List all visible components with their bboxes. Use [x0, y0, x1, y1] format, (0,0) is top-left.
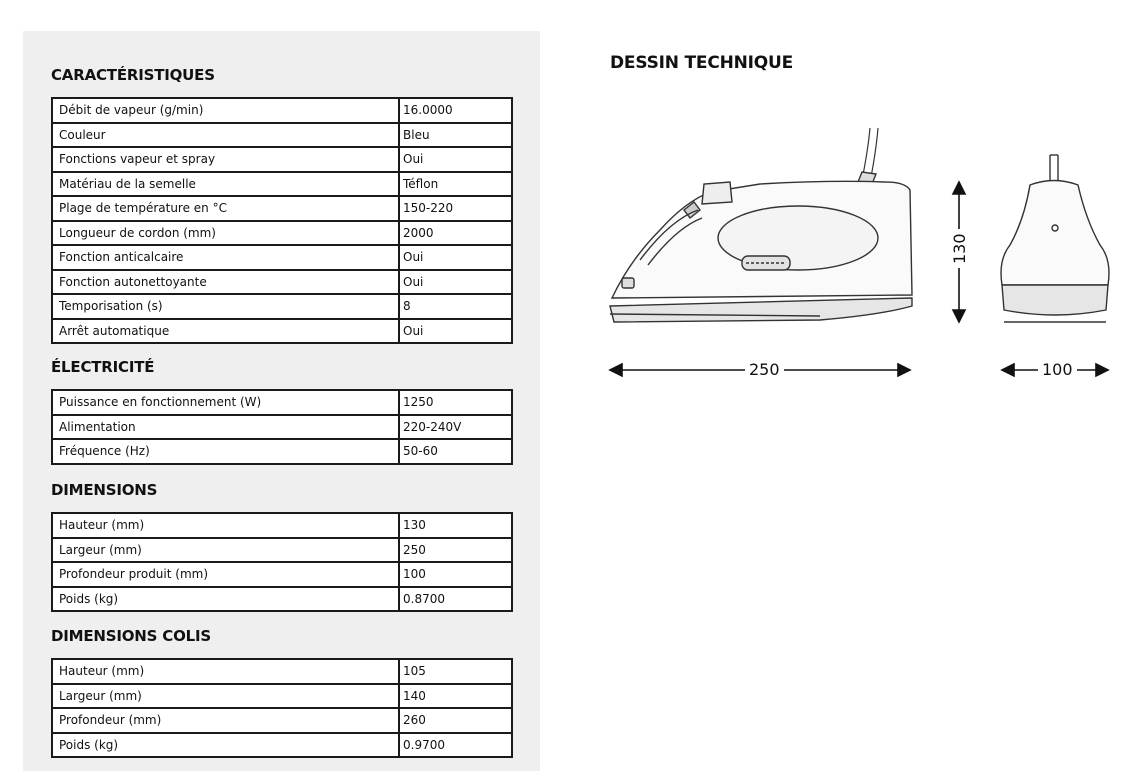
spec-value: 130 — [399, 513, 512, 538]
spec-value: 105 — [399, 659, 512, 684]
spec-value: 140 — [399, 684, 512, 709]
table-row — [52, 270, 512, 295]
spec-value: Oui — [399, 319, 512, 344]
table-row — [52, 659, 512, 684]
spec-label: Profondeur produit (mm) — [52, 562, 399, 587]
spec-value: Oui — [399, 270, 512, 295]
spec-value: 2000 — [399, 221, 512, 246]
spec-label: Plage de température en °C — [52, 196, 399, 221]
spec-label: Poids (kg) — [52, 733, 399, 758]
dimensions-colis-table — [51, 658, 513, 758]
table-row — [52, 562, 512, 587]
table-row — [52, 415, 512, 440]
spec-label: Largeur (mm) — [52, 684, 399, 709]
spec-value: 250 — [399, 538, 512, 563]
table-row — [52, 319, 512, 344]
table-row — [52, 172, 512, 197]
iron-technical-drawing — [600, 110, 1120, 390]
table-row — [52, 439, 512, 464]
spec-value: 50-60 — [399, 439, 512, 464]
spec-label: Arrêt automatique — [52, 319, 399, 344]
caracteristiques-table — [51, 97, 513, 344]
spec-label: Hauteur (mm) — [52, 659, 399, 684]
table-row — [52, 684, 512, 709]
iron-front-view — [1001, 155, 1109, 322]
spec-value: 8 — [399, 294, 512, 319]
spec-value: 150-220 — [399, 196, 512, 221]
spec-value: Téflon — [399, 172, 512, 197]
table-row — [52, 123, 512, 148]
spec-label: Largeur (mm) — [52, 538, 399, 563]
spec-label: Poids (kg) — [52, 587, 399, 612]
table-row — [52, 196, 512, 221]
width-dimension-label: 250 — [745, 360, 784, 379]
iron-side-view — [610, 128, 912, 322]
table-row — [52, 733, 512, 758]
spec-label: Fonction anticalcaire — [52, 245, 399, 270]
spec-label: Matériau de la semelle — [52, 172, 399, 197]
spec-value: 1250 — [399, 390, 512, 415]
spec-value: 220-240V — [399, 415, 512, 440]
spec-label: Puissance en fonctionnement (W) — [52, 390, 399, 415]
table-row — [52, 513, 512, 538]
table-row — [52, 294, 512, 319]
spec-value: 0.8700 — [399, 587, 512, 612]
spec-value: Oui — [399, 245, 512, 270]
table-row — [52, 245, 512, 270]
spec-value: 0.9700 — [399, 733, 512, 758]
table-row — [52, 538, 512, 563]
spec-label: Profondeur (mm) — [52, 708, 399, 733]
spec-label: Hauteur (mm) — [52, 513, 399, 538]
spec-label: Fonction autonettoyante — [52, 270, 399, 295]
table-row — [52, 221, 512, 246]
spec-label: Fréquence (Hz) — [52, 439, 399, 464]
section-title-caracteristiques: CARACTÉRISTIQUES — [51, 66, 215, 84]
spec-value: Bleu — [399, 123, 512, 148]
spec-value: 100 — [399, 562, 512, 587]
spec-value: 260 — [399, 708, 512, 733]
spec-label: Alimentation — [52, 415, 399, 440]
dimensions-table — [51, 512, 513, 612]
spec-value: 16.0000 — [399, 98, 512, 123]
table-row — [52, 708, 512, 733]
specifications-panel — [23, 31, 540, 771]
spec-label: Longueur de cordon (mm) — [52, 221, 399, 246]
table-row — [52, 147, 512, 172]
spec-label: Débit de vapeur (g/min) — [52, 98, 399, 123]
technical-drawing-title: DESSIN TECHNIQUE — [610, 53, 794, 73]
section-title-dimensions-colis: DIMENSIONS COLIS — [51, 627, 211, 645]
section-title-electricite: ÉLECTRICITÉ — [51, 358, 155, 376]
spec-label: Fonctions vapeur et spray — [52, 147, 399, 172]
electricite-table — [51, 389, 513, 465]
table-row — [52, 98, 512, 123]
table-row — [52, 390, 512, 415]
height-dimension-label: 130 — [950, 229, 969, 268]
table-row — [52, 587, 512, 612]
spec-label: Couleur — [52, 123, 399, 148]
depth-dimension-label: 100 — [1038, 360, 1077, 379]
spec-label: Temporisation (s) — [52, 294, 399, 319]
spec-value: Oui — [399, 147, 512, 172]
section-title-dimensions: DIMENSIONS — [51, 481, 158, 499]
